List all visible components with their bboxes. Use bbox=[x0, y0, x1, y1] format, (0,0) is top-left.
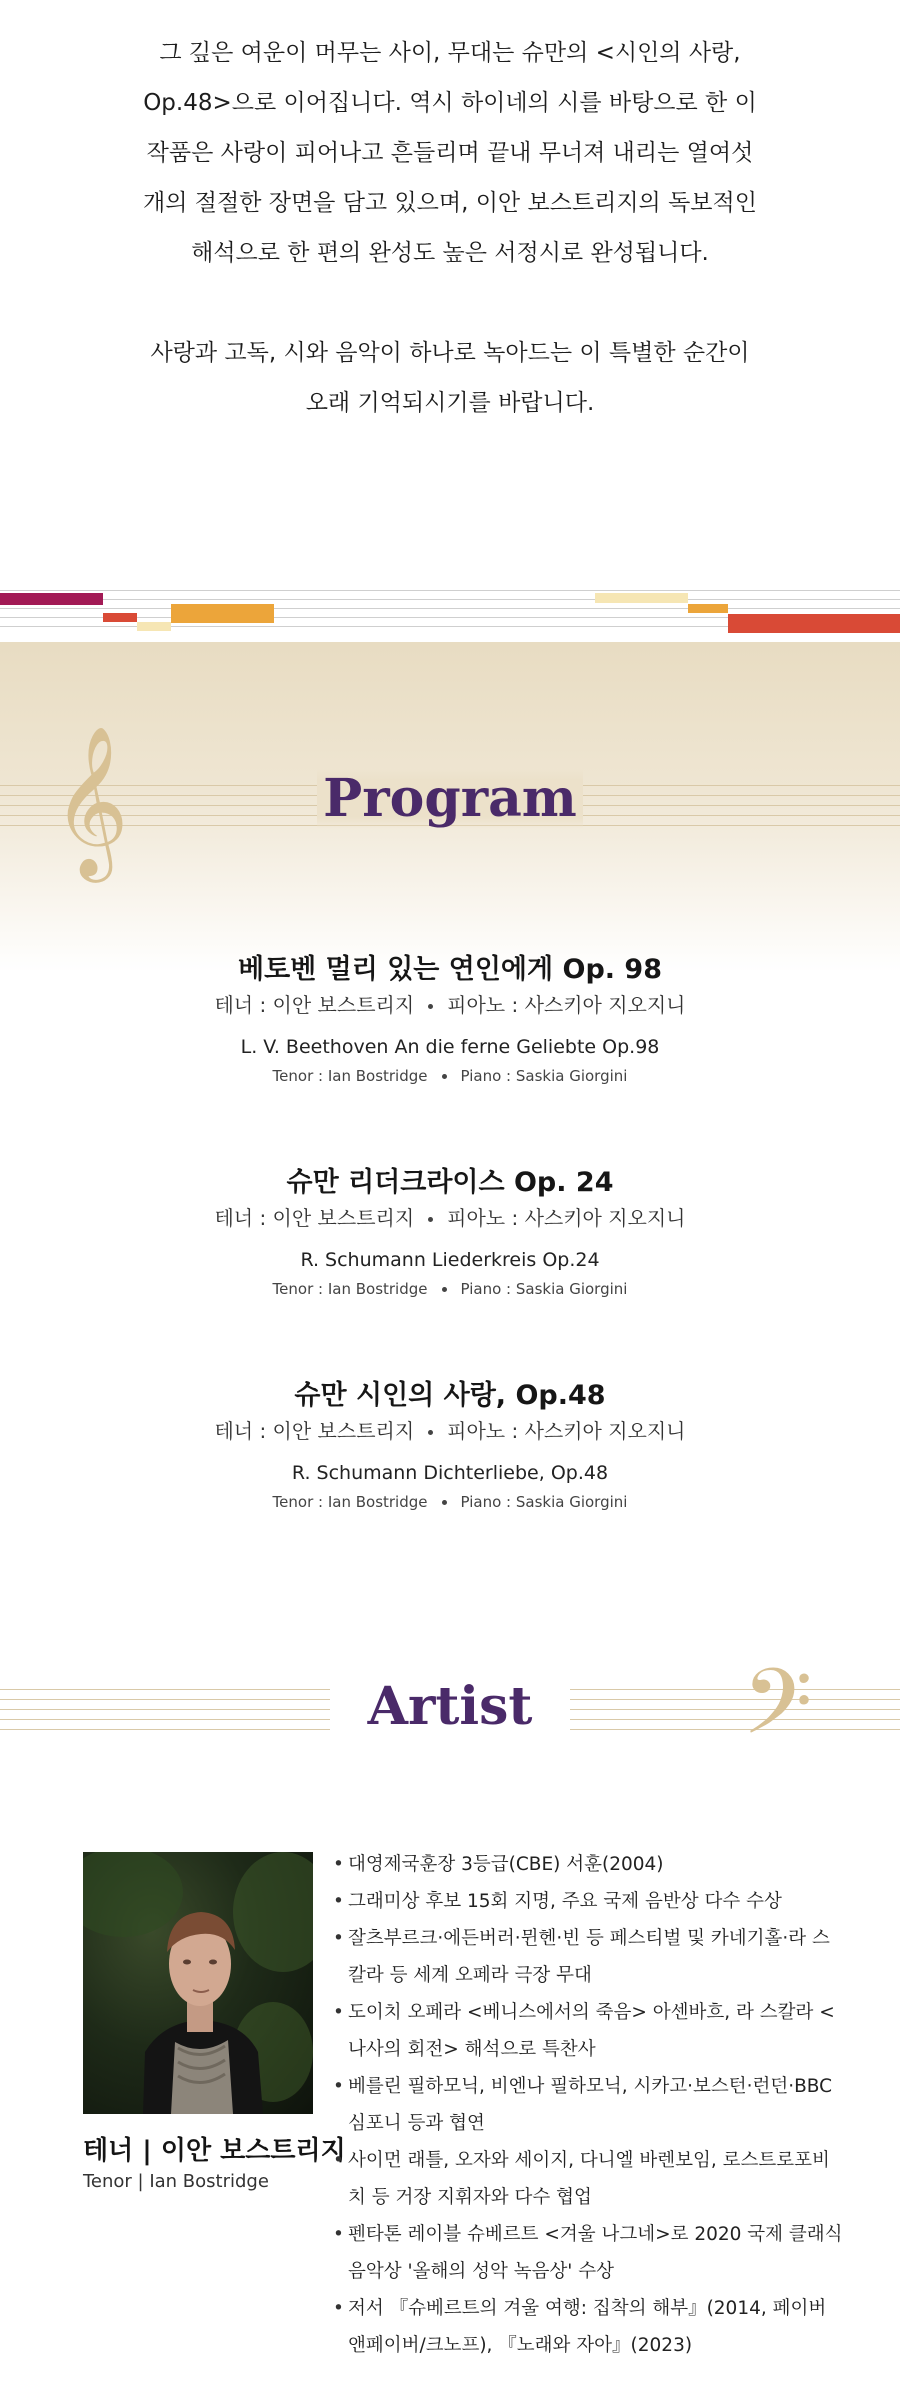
piano-label-en: Piano : Saskia Giorgini bbox=[460, 1280, 628, 1298]
bio-item: • 도이치 오페라 <베니스에서의 죽음> 아센바흐, 라 스칼라 <나사의 회전> 해석으로 특찬사 bbox=[333, 1994, 843, 2068]
program-item-performers-en bbox=[0, 1277, 900, 1301]
intro-line: 개의 절절한 장면을 담고 있으며, 이안 보스트리지의 독보적인 bbox=[143, 190, 757, 216]
band-block-cream bbox=[137, 622, 171, 631]
separator-dot bbox=[428, 1004, 433, 1009]
separator-dot bbox=[442, 1074, 447, 1079]
intro-line: 그 깊은 여운이 머무는 사이, 무대는 슈만의 <시인의 사랑, bbox=[159, 40, 741, 66]
program-item-performers bbox=[0, 1201, 900, 1235]
tenor-label-en: Tenor : Ian Bostridge bbox=[272, 1067, 428, 1085]
bio-item: • 펜타톤 레이블 슈베르트 <겨울 나그네>로 2020 국제 클래식 음악상 '올해의 성악 녹음상' 수상 bbox=[333, 2216, 843, 2290]
tenor-label: 테너 : 이안 보스트리지 bbox=[214, 1206, 415, 1230]
program-item-performers bbox=[0, 1414, 900, 1448]
separator-dot bbox=[442, 1500, 447, 1505]
band-block-magenta bbox=[0, 593, 103, 605]
program-item-title: 슈만 리더크라이스 Op. 24 bbox=[286, 1167, 614, 1198]
bio-item: • 저서 『슈베르트의 겨울 여행: 집착의 해부』(2014, 페이버앤페이버/크노프), 『노래와 자아』(2023) bbox=[333, 2290, 843, 2364]
band-block-red bbox=[103, 613, 137, 622]
staff-band-divider bbox=[0, 590, 900, 635]
intro-line: Op.48>으로 이어집니다. 역시 하이네의 시를 바탕으로 한 이 bbox=[143, 90, 757, 116]
intro-line: 오래 기억되시기를 바랍니다. bbox=[305, 390, 595, 416]
separator-dot bbox=[428, 1217, 433, 1222]
tenor-label: 테너 : 이안 보스트리지 bbox=[214, 993, 415, 1017]
piano-label: 피아노 : 사스키아 지오지니 bbox=[447, 1419, 686, 1443]
artist-name-ko: 테너 | 이안 보스트리지 bbox=[83, 2136, 346, 2166]
piano-label: 피아노 : 사스키아 지오지니 bbox=[447, 993, 686, 1017]
program-item-title: 베토벤 멀리 있는 연인에게 Op. 98 bbox=[237, 954, 662, 985]
separator-dot bbox=[442, 1287, 447, 1292]
program-item-title-en: R. Schumann Dichterliebe, Op.48 bbox=[291, 1462, 609, 1484]
artist-bio-list bbox=[333, 1846, 843, 2364]
bio-item: • 베를린 필하모닉, 비엔나 필하모닉, 시카고·보스턴·런던·BBC 심포니 등과 협연 bbox=[333, 2068, 843, 2142]
treble-clef-icon: 𝄞 bbox=[52, 724, 129, 876]
tenor-label: 테너 : 이안 보스트리지 bbox=[214, 1419, 415, 1443]
tenor-label-en: Tenor : Ian Bostridge bbox=[272, 1493, 428, 1511]
program-item bbox=[0, 1378, 900, 1514]
piano-label-en: Piano : Saskia Giorgini bbox=[460, 1067, 628, 1085]
band-block-red bbox=[728, 614, 900, 633]
program-item-title-en: L. V. Beethoven An die ferne Geliebte Op.98 bbox=[240, 1036, 660, 1058]
piano-label-en: Piano : Saskia Giorgini bbox=[460, 1493, 628, 1511]
bio-item: • 대영제국훈장 3등급(CBE) 서훈(2004) bbox=[333, 1846, 843, 1883]
program-item-performers-en bbox=[0, 1490, 900, 1514]
program-item-title-en: R. Schumann Liederkreis Op.24 bbox=[300, 1249, 600, 1271]
bio-item: • 사이먼 래틀, 오자와 세이지, 다니엘 바렌보임, 로스트로포비치 등 거장 지휘자와 다수 협업 bbox=[333, 2142, 843, 2216]
program-title: Program bbox=[317, 768, 583, 829]
artist-title: Artist bbox=[367, 1676, 533, 1737]
bio-item: • 잘츠부르크·에든버러·뮌헨·빈 등 페스티벌 및 카네기홀·라 스칼라 등 세계 오페라 극장 무대 bbox=[333, 1920, 843, 1994]
program-item-title: 슈만 시인의 사랑, Op.48 bbox=[294, 1380, 606, 1411]
intro-line: 사랑과 고독, 시와 음악이 하나로 녹아드는 이 특별한 순간이 bbox=[150, 340, 750, 366]
program-item-performers bbox=[0, 988, 900, 1022]
intro-text bbox=[0, 28, 900, 428]
intro-line: 해석으로 한 편의 완성도 높은 서정시로 완성됩니다. bbox=[191, 240, 709, 266]
piano-label: 피아노 : 사스키아 지오지니 bbox=[447, 1206, 686, 1230]
program-item bbox=[0, 1165, 900, 1301]
band-block-cream bbox=[595, 593, 688, 603]
bio-item: • 그래미상 후보 15회 지명, 주요 국제 음반상 다수 수상 bbox=[333, 1883, 843, 1920]
artist-name-en: Tenor | Ian Bostridge bbox=[83, 2171, 269, 2192]
bass-clef-icon: 𝄢 bbox=[742, 1649, 813, 1777]
intro-line: 작품은 사랑이 피어나고 흔들리며 끝내 무너져 내리는 열여섯 bbox=[146, 140, 754, 166]
program-item-performers-en bbox=[0, 1064, 900, 1088]
tenor-label-en: Tenor : Ian Bostridge bbox=[272, 1280, 428, 1298]
band-block-orange bbox=[688, 604, 728, 613]
separator-dot bbox=[428, 1430, 433, 1435]
program-item bbox=[0, 952, 900, 1088]
band-block-orange bbox=[171, 604, 274, 623]
artist-photo bbox=[83, 1852, 313, 2114]
